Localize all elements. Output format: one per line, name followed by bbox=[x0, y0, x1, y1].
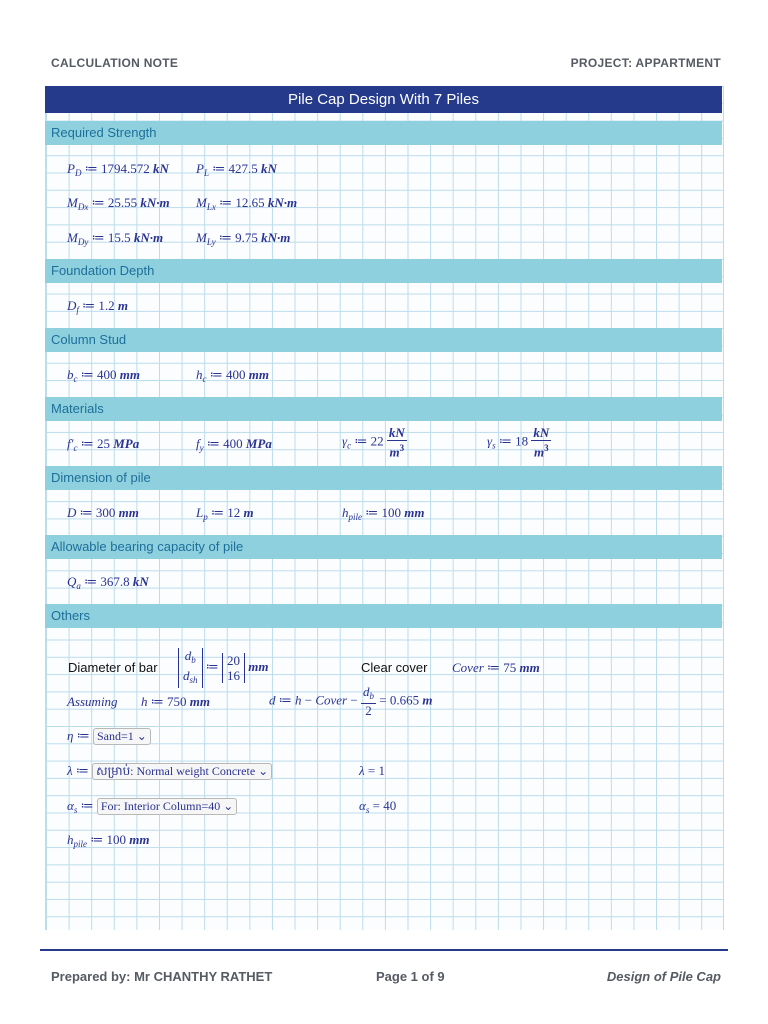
eq-d-effective: d ≔ h − Cover − $\frac{d_b}{2}$ = 0.665 m bbox=[269, 684, 433, 718]
eq-mly: $M_{Ly}$ ≔ 9.75 kN·m bbox=[196, 230, 291, 247]
footer-divider bbox=[40, 949, 728, 951]
header-right: PROJECT: APPARTMENT bbox=[570, 56, 721, 70]
eq-pd: $P_D$ ≔ 1794.572 kN bbox=[67, 161, 169, 178]
eq-lp: $L_p$ ≔ 12 m bbox=[196, 505, 254, 522]
eq-hc: $h_c$ ≔ 400 mm bbox=[196, 367, 269, 384]
eq-h: h ≔ 750 mm bbox=[141, 694, 210, 709]
eq-alpha-s: $\alpha_s$ ≔ For: Interior Column=40 ⌄ bbox=[67, 798, 237, 815]
alpha-s-select[interactable]: For: Interior Column=40 ⌄ bbox=[97, 798, 238, 815]
footer-page-number: Page 1 of 9 bbox=[376, 969, 445, 984]
eq-lambda-result: λ = 1 bbox=[359, 763, 385, 778]
eta-select[interactable]: Sand=1 ⌄ bbox=[93, 728, 151, 745]
page-title: Pile Cap Design With 7 Piles bbox=[45, 86, 722, 113]
lambda-select[interactable]: សម្រាប់: Normal weight Concrete ⌄ bbox=[92, 763, 272, 780]
label-diameter-of-bar: Diameter of bar bbox=[68, 660, 158, 675]
eq-bar-matrix: $d_b$ $d_{sh}$ ≔ 20 16 mm bbox=[178, 648, 269, 688]
eq-bc: $b_c$ ≔ 400 mm bbox=[67, 367, 140, 384]
footer-doc-title: Design of Pile Cap bbox=[606, 969, 721, 984]
eq-mdy: $M_{Dy}$ ≔ 15.5 kN·m bbox=[67, 230, 164, 247]
section-materials: Materials bbox=[45, 397, 722, 421]
eq-gamma-s: $\gamma_s$ ≔ 18 $\frac{kN}{m^3}$ bbox=[487, 425, 550, 460]
eq-mdx: $M_{Dx}$ ≔ 25.55 kN·m bbox=[67, 195, 170, 212]
eq-qa: $Q_a$ ≔ 367.8 kN bbox=[67, 574, 149, 591]
footer-prepared-by: Prepared by: Mr CHANTHY RATHET bbox=[51, 969, 273, 984]
eq-fc: $f'_c$ ≔ 25 MPa bbox=[67, 436, 140, 453]
section-allowable-bearing: Allowable bearing capacity of pile bbox=[45, 535, 722, 559]
eq-fy: $f_y$ ≔ 400 MPa bbox=[196, 436, 272, 453]
section-others: Others bbox=[45, 604, 722, 628]
eq-pl: $P_L$ ≔ 427.5 kN bbox=[196, 161, 277, 178]
section-foundation-depth: Foundation Depth bbox=[45, 259, 722, 283]
eq-hpile-2: $h_{pile}$ ≔ 100 mm bbox=[67, 832, 150, 849]
eq-alpha-s-result: $\alpha_s = 40$ bbox=[359, 798, 397, 815]
label-assuming: Assuming bbox=[67, 694, 118, 709]
section-column-stud: Column Stud bbox=[45, 328, 722, 352]
header-left: CALCULATION NOTE bbox=[51, 56, 179, 70]
eq-df: $D_f$ ≔ 1.2 m bbox=[67, 298, 129, 315]
eq-lambda: λ ≔ សម្រាប់: Normal weight Concrete ⌄ bbox=[67, 763, 272, 780]
section-required-strength: Required Strength bbox=[45, 121, 722, 145]
section-dimension-of-pile: Dimension of pile bbox=[45, 466, 722, 490]
eq-d: D ≔ 300 mm bbox=[67, 505, 139, 520]
eq-gamma-c: $\gamma_c$ ≔ 22 $\frac{kN}{m^3}$ bbox=[342, 425, 405, 460]
eq-hpile: $h_{pile}$ ≔ 100 mm bbox=[342, 505, 425, 522]
label-clear-cover: Clear cover bbox=[361, 660, 428, 675]
eq-eta: η ≔ Sand=1 ⌄ bbox=[67, 728, 151, 745]
eq-mlx: $M_{Lx}$ ≔ 12.65 kN·m bbox=[196, 195, 298, 212]
eq-cover: Cover ≔ 75 mm bbox=[452, 660, 540, 675]
